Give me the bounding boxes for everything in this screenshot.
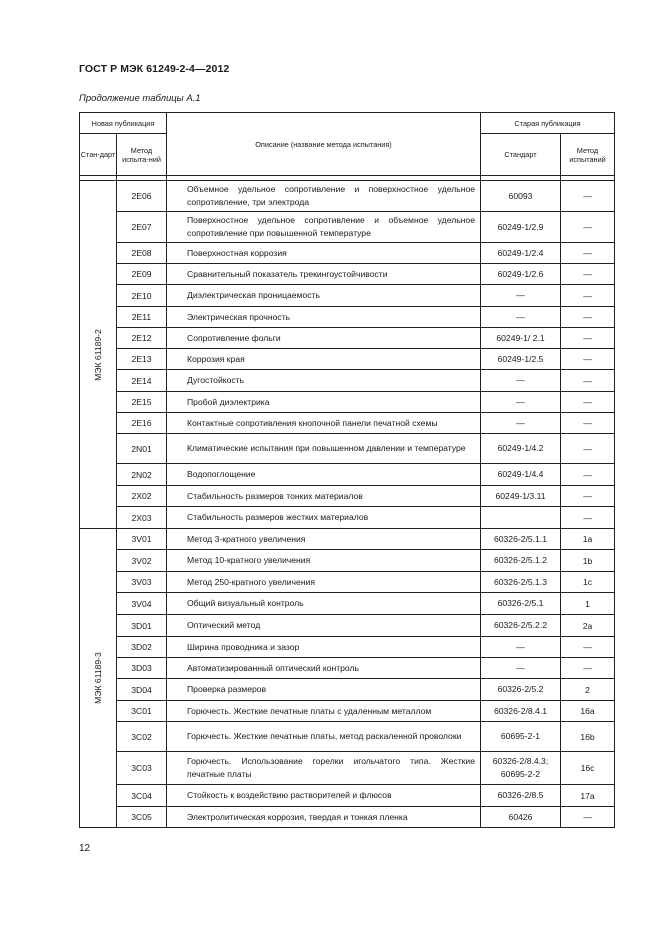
table-body: [80, 181, 615, 828]
old-method-cell: 1c: [561, 572, 615, 593]
table-row: [80, 464, 615, 486]
cross-reference-table: [79, 112, 615, 828]
method-code-cell: 2E08: [117, 243, 167, 264]
method-code-cell: 2E07: [117, 212, 167, 243]
old-method-cell: —: [561, 434, 615, 464]
description-cell: Стабильность размеров жестких материалов: [167, 507, 481, 529]
table-row: [80, 392, 615, 413]
description-cell: Стабильность размеров тонких материалов: [167, 486, 481, 507]
table-row: [80, 550, 615, 572]
old-method-cell: —: [561, 181, 615, 212]
method-code-cell: 3C05: [117, 807, 167, 828]
description-cell: Метод 250-кратного увеличения: [167, 572, 481, 593]
old-standard-cell: —: [481, 307, 561, 328]
method-code-cell: 3D01: [117, 615, 167, 637]
old-method-cell: —: [561, 264, 615, 285]
old-standard-cell: 60695-2-1: [481, 722, 561, 752]
header-old-standard: Стандарт: [481, 134, 561, 176]
old-standard-cell: 60093: [481, 181, 561, 212]
method-code-cell: 2E16: [117, 413, 167, 434]
method-code-cell: 3C04: [117, 785, 167, 807]
table-row: [80, 507, 615, 529]
method-code-cell: 2E13: [117, 349, 167, 370]
description-cell: Дугостойкость: [167, 370, 481, 392]
old-standard-cell: 60249-1/2.5: [481, 349, 561, 370]
table-row: [80, 752, 615, 785]
header-standard: Стан-дарт: [80, 134, 117, 176]
header-new-publication: Новая публикация: [80, 113, 167, 134]
old-standard-cell: 60326-2/5.1.2: [481, 550, 561, 572]
description-cell: Пробой диэлектрика: [167, 392, 481, 413]
table-row: [80, 434, 615, 464]
table-row: [80, 529, 615, 550]
old-standard-cell: 60426: [481, 807, 561, 828]
description-cell: Автоматизированный оптический контроль: [167, 658, 481, 679]
old-method-cell: —: [561, 392, 615, 413]
table-row: [80, 285, 615, 307]
document-header: ГОСТ Р МЭК 61249-2-4—2012: [79, 63, 230, 75]
description-cell: Климатические испытания при повышенном давлении и температуре: [167, 434, 481, 464]
old-standard-cell: 60249-1/2.6: [481, 264, 561, 285]
table-row: [80, 572, 615, 593]
method-code-cell: 3D02: [117, 637, 167, 658]
method-code-cell: 3V03: [117, 572, 167, 593]
old-method-cell: 16a: [561, 701, 615, 722]
method-code-cell: 3D04: [117, 679, 167, 701]
header-old-method: Метод испытаний: [561, 134, 615, 176]
description-cell: Общий визуальный контроль: [167, 593, 481, 615]
description-cell: Горючесть. Жесткие печатные платы с удаленным металлом: [167, 701, 481, 722]
old-standard-cell: —: [481, 370, 561, 392]
old-method-cell: —: [561, 807, 615, 828]
old-standard-cell: —: [481, 637, 561, 658]
table-row: [80, 679, 615, 701]
table-row: [80, 264, 615, 285]
old-standard-cell: 60326-2/5.1.1: [481, 529, 561, 550]
description-cell: Коррозия края: [167, 349, 481, 370]
table-row: [80, 637, 615, 658]
method-code-cell: 2E12: [117, 328, 167, 349]
description-cell: Метод 10-кратного увеличения: [167, 550, 481, 572]
table-row: [80, 615, 615, 637]
method-code-cell: 3C01: [117, 701, 167, 722]
table-row: [80, 212, 615, 243]
old-method-cell: 2a: [561, 615, 615, 637]
method-code-cell: 2N02: [117, 464, 167, 486]
old-standard-cell: 60326-2/8.5: [481, 785, 561, 807]
old-method-cell: —: [561, 464, 615, 486]
table-row: [80, 328, 615, 349]
description-cell: Метод 3-кратного увеличения: [167, 529, 481, 550]
old-method-cell: —: [561, 328, 615, 349]
old-standard-cell: 60249-1/3.11: [481, 486, 561, 507]
method-code-cell: 3V01: [117, 529, 167, 550]
old-standard-cell: 60249-1/2.4: [481, 243, 561, 264]
method-code-cell: 3C03: [117, 752, 167, 785]
table-row: [80, 722, 615, 752]
old-method-cell: 2: [561, 679, 615, 701]
method-code-cell: 3V04: [117, 593, 167, 615]
method-code-cell: 2E06: [117, 181, 167, 212]
old-method-cell: —: [561, 486, 615, 507]
description-cell: Ширина проводника и зазор: [167, 637, 481, 658]
old-standard-cell: —: [481, 285, 561, 307]
header-description: Описание (название метода испытания): [167, 113, 481, 176]
table-caption: Продолжение таблицы А.1: [79, 93, 201, 104]
method-code-cell: 2X02: [117, 486, 167, 507]
old-standard-cell: 60249-1/4.2: [481, 434, 561, 464]
description-cell: Горючесть. Жесткие печатные платы, метод раскаленной проволоки: [167, 722, 481, 752]
description-cell: Электролитическая коррозия, твердая и тонкая пленка: [167, 807, 481, 828]
method-code-cell: 2X03: [117, 507, 167, 529]
description-cell: Электрическая прочность: [167, 307, 481, 328]
page-number: 12: [79, 843, 91, 854]
method-code-cell: 2E14: [117, 370, 167, 392]
old-standard-cell: 60326-2/8.4.3; 60695-2-2: [481, 752, 561, 785]
old-method-cell: —: [561, 349, 615, 370]
group-standard-label: МЭК 61189-2: [93, 328, 103, 381]
table-row: [80, 593, 615, 615]
table-row: [80, 181, 615, 212]
table-row: [80, 785, 615, 807]
method-code-cell: 2E11: [117, 307, 167, 328]
old-standard-cell: —: [481, 413, 561, 434]
old-method-cell: —: [561, 637, 615, 658]
table-row: [80, 243, 615, 264]
table-row: [80, 307, 615, 328]
table-row: [80, 370, 615, 392]
description-cell: Сопротивление фольги: [167, 328, 481, 349]
old-method-cell: —: [561, 243, 615, 264]
old-standard-cell: 60249-1/ 2.1: [481, 328, 561, 349]
description-cell: Контактные сопротивления кнопочной панели печатной схемы: [167, 413, 481, 434]
description-cell: Проверка размеров: [167, 679, 481, 701]
description-cell: Поверхностная коррозия: [167, 243, 481, 264]
old-standard-cell: [481, 507, 561, 529]
table-row: [80, 349, 615, 370]
old-standard-cell: —: [481, 392, 561, 413]
header-method: Метод испыта-ний: [117, 134, 167, 176]
header-old-publication: Старая публикация: [481, 113, 615, 134]
description-cell: Горючесть. Использование горелки игольчатого типа. Жесткие печатные платы: [167, 752, 481, 785]
method-code-cell: 2N01: [117, 434, 167, 464]
old-method-cell: 17a: [561, 785, 615, 807]
old-method-cell: 16c: [561, 752, 615, 785]
description-cell: Стойкость к воздействию растворителей и флюсов: [167, 785, 481, 807]
group-standard-cell: [80, 529, 117, 828]
old-method-cell: 16b: [561, 722, 615, 752]
old-method-cell: 1b: [561, 550, 615, 572]
old-method-cell: —: [561, 507, 615, 529]
table-row: [80, 486, 615, 507]
description-cell: Объемное удельное сопротивление и поверхностное удельное сопротивление, три электрода: [167, 181, 481, 212]
old-method-cell: —: [561, 285, 615, 307]
old-method-cell: 1a: [561, 529, 615, 550]
method-code-cell: 2E09: [117, 264, 167, 285]
old-standard-cell: 60326-2/8.4.1: [481, 701, 561, 722]
old-standard-cell: 60326-2/5.1: [481, 593, 561, 615]
method-code-cell: 2E15: [117, 392, 167, 413]
description-cell: Поверхностное удельное сопротивление и объемное удельное сопротивление при повышенной температуре: [167, 212, 481, 243]
method-code-cell: 3V02: [117, 550, 167, 572]
table-row: [80, 658, 615, 679]
old-method-cell: —: [561, 413, 615, 434]
method-code-cell: 3C02: [117, 722, 167, 752]
old-method-cell: —: [561, 370, 615, 392]
old-standard-cell: 60326-2/5.2.2: [481, 615, 561, 637]
group-standard-label: МЭК 61189-3: [93, 652, 103, 704]
table-row: [80, 807, 615, 828]
old-standard-cell: 60326-2/5.1.3: [481, 572, 561, 593]
group-standard-cell: [80, 181, 117, 529]
old-method-cell: —: [561, 658, 615, 679]
old-standard-cell: 60249-1/4.4: [481, 464, 561, 486]
table-row: [80, 413, 615, 434]
old-method-cell: —: [561, 307, 615, 328]
old-method-cell: 1: [561, 593, 615, 615]
old-standard-cell: 60249-1/2.9: [481, 212, 561, 243]
old-standard-cell: 60326-2/5.2: [481, 679, 561, 701]
old-method-cell: —: [561, 212, 615, 243]
description-cell: Водопоглощение: [167, 464, 481, 486]
description-cell: Оптический метод: [167, 615, 481, 637]
description-cell: Диэлектрическая проницаемость: [167, 285, 481, 307]
table-row: [80, 701, 615, 722]
method-code-cell: 3D03: [117, 658, 167, 679]
method-code-cell: 2E10: [117, 285, 167, 307]
old-standard-cell: —: [481, 658, 561, 679]
description-cell: Сравнительный показатель трекингоустойчивости: [167, 264, 481, 285]
